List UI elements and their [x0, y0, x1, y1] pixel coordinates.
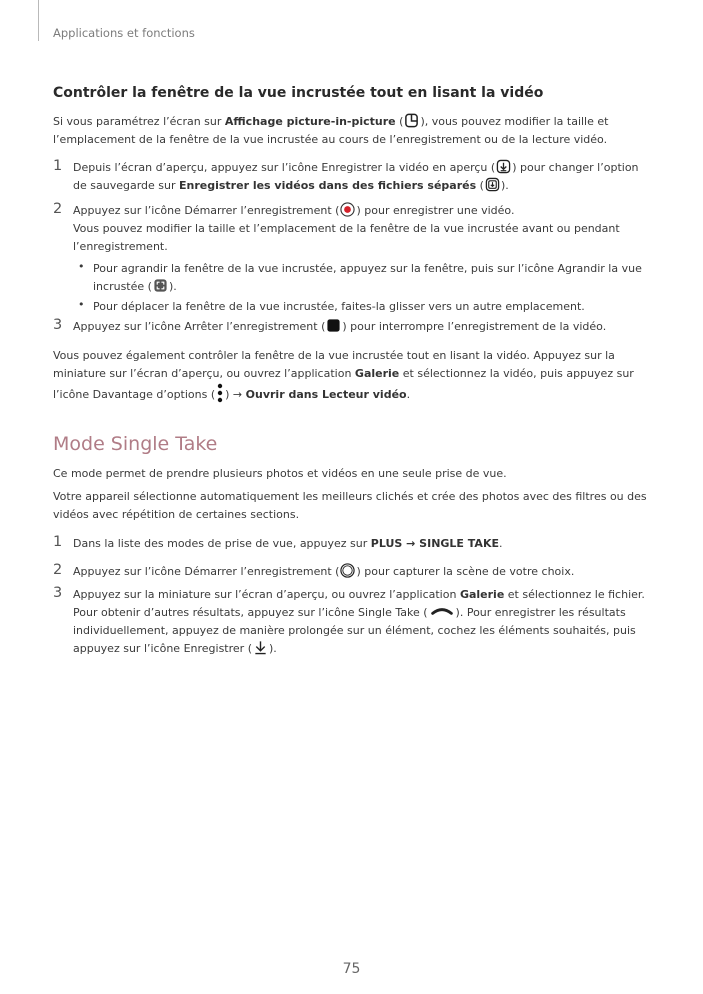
single-take-heading: Mode Single Take — [53, 433, 218, 455]
header-rule — [38, 0, 39, 41]
single-take-icon — [429, 604, 455, 619]
pip-step-2: 2 Appuyez sur l’icône Démarrer l’enregistrement ( ) pour enregistrer une vidéo. Vous pouvez modifier la taille et l’emplacement de la fenêtre de la vue incrustée avant ou pendant l’enregistrement. • Pour agrandir la fenêtre de la vue incrustée, appuyez sur la fenêtre, puis sur l’icône Agrandir la vue incrustée ( ). • Pour déplacer la fenêtre de la vue incrustée, faites-la glisser vers un autre emplacement. — [53, 202, 653, 316]
record-start-icon — [340, 202, 355, 217]
save-download-icon — [253, 640, 268, 655]
page-content — [53, 84, 653, 658]
single-step-1: 1 Dans la liste des modes de prise de vue, appuyez sur PLUS → SINGLE TAKE. — [53, 534, 503, 550]
picture-in-picture-icon — [404, 113, 419, 128]
save-preview-video-icon — [496, 159, 511, 174]
section-header: Applications et fonctions — [53, 26, 195, 40]
single-step-3: 3 Appuyez sur la miniature sur l’écran d’aperçu, ou ouvrez l’application Galerie et sélectionnez le fichier. Pour obtenir d’autres résultats, appuyez sur l’icône Single Take ( ). Pour enregistrer les résultats individuellement, appuyez de manière prolongée sur un élément, cochez les éléments souhaités, puis appuyez sur l’icône Enregistrer ( ). — [53, 585, 645, 655]
single-take-shutter-icon — [340, 563, 355, 578]
pip-bullet-1: • Pour agrandir la fenêtre de la vue incrustée, appuyez sur la fenêtre, puis sur l’icône Agrandir la vue incrustée ( ). — [78, 260, 642, 293]
page-number: 75 — [342, 961, 361, 977]
record-stop-icon — [326, 318, 341, 333]
more-options-icon — [216, 383, 224, 403]
expand-pip-icon — [153, 278, 168, 293]
pip-step-3: 3 Appuyez sur l’icône Arrêter l’enregistrement ( ) pour interrompre l’enregistrement de la vidéo. — [53, 317, 607, 333]
pip-step-1: 1 Depuis l’écran d’aperçu, appuyez sur l’icône Enregistrer la vidéo en aperçu ( ) pour changer l’option de sauvegarde sur Enregistrer les vidéos dans des fichiers séparés ( ). — [53, 158, 639, 192]
separate-files-icon — [485, 177, 500, 192]
single-step-2: 2 Appuyez sur l’icône Démarrer l’enregistrement ( ) pour capturer la scène de votre choix. — [53, 562, 575, 578]
pip-heading: Contrôler la fenêtre de la vue incrustée tout en lisant la vidéo — [53, 85, 544, 101]
single-take-p1: Ce mode permet de prendre plusieurs photos et vidéos en une seule prise de vue. — [53, 467, 507, 480]
pip-intro: Si vous paramétrez l’écran sur Affichage picture-in-picture ( ), vous pouvez modifier la taille et l’emplacement de la fenêtre de la vue incrustée au cours de l’enregistrement ou de la lecture vidéo. — [53, 115, 609, 146]
single-take-p2: Votre appareil sélectionne automatiquement les meilleurs clichés et crée des photos avec des filtres ou des vidéos avec répétition de certaines sections. — [53, 490, 647, 521]
pip-bullet-2: • Pour déplacer la fenêtre de la vue incrustée, faites-la glisser vers un autre emplacement. — [78, 298, 585, 313]
pip-outro: Vous pouvez également contrôler la fenêtre de la vue incrustée tout en lisant la vidéo. Appuyez sur la miniature sur l’écran d’aperçu, ou ouvrez l’application Galerie et sélectionnez la vidéo, puis appuyez sur l’icône Davantage d’options ( ) → Ouvrir dans Lecteur vidéo. — [53, 349, 634, 401]
